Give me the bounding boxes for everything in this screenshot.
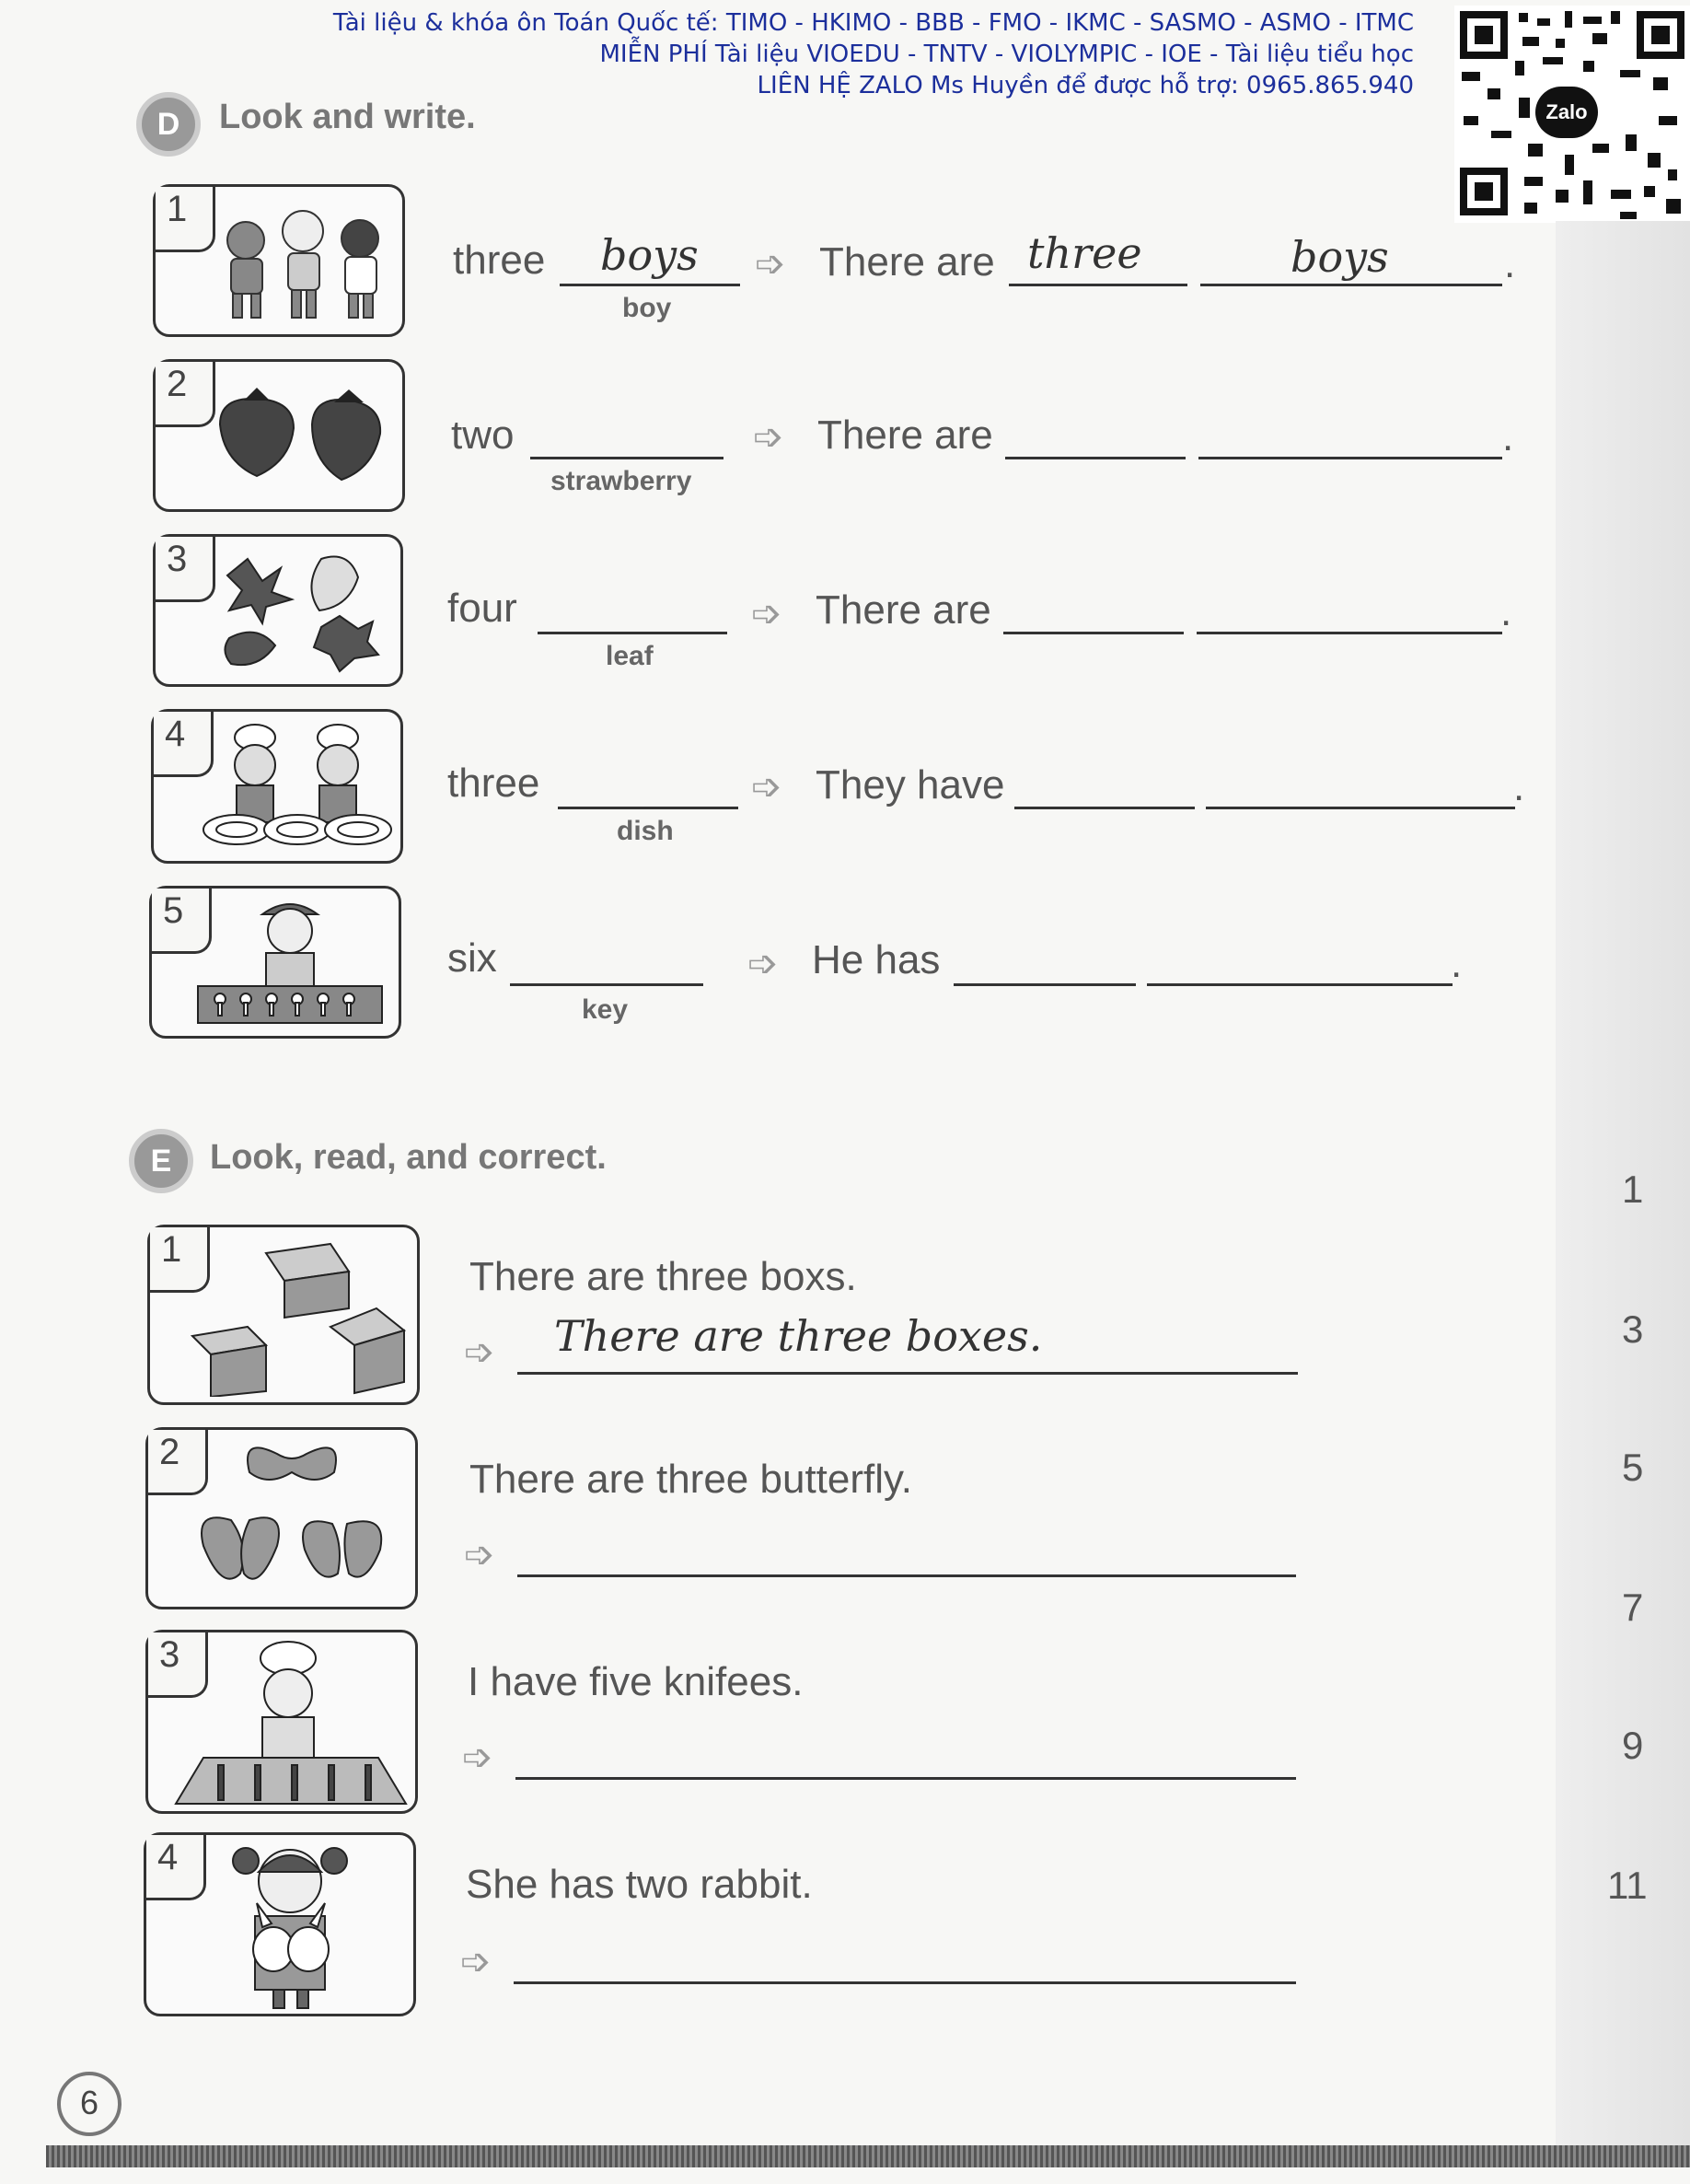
item-number: 5 [163,890,184,931]
boy-keys-picture [189,894,393,1032]
arrow-icon: ➩ [755,244,786,285]
side-number: 3 [1622,1307,1644,1351]
quantity-word: three [447,761,540,806]
handwritten-answer: boys [600,230,699,280]
sentence-start: He has [812,937,941,982]
answer-line[interactable] [1200,284,1502,286]
page-number: 6 [57,2072,122,2136]
zalo-logo: Zalo [1535,87,1598,138]
answer-line[interactable] [560,284,740,286]
item-number: 4 [165,714,186,754]
incorrect-sentence: There are three boxs. [469,1254,857,1299]
item-number: 4 [157,1837,179,1877]
correction-line[interactable] [514,1981,1296,1984]
quantity-word: three [453,238,546,283]
section-d-title: Look and write. [219,98,476,136]
hint-word: leaf [606,641,654,671]
item-number: 1 [161,1229,182,1270]
item-number: 3 [167,539,188,579]
picture-card-boys [153,184,405,337]
answer-line[interactable] [1003,632,1184,634]
item-number: 2 [167,364,188,404]
handwritten-correction: There are three boxes. [554,1311,1043,1361]
period: . [1504,241,1516,286]
arrow-icon: ➩ [747,944,779,984]
promo-line-2: MIỄN PHÍ Tài liệu VIOEDU - TNTV - VIOLYMPIC - IOE - Tài liệu tiểu học [599,41,1414,68]
sentence-start: They have [816,762,1005,807]
chefs-dishes-picture [200,717,395,855]
side-number: 9 [1622,1724,1644,1767]
promo-line-3: LIÊN HỆ ZALO Ms Huyền để được hỗ trợ: 0965.865.940 [757,72,1414,99]
arrow-icon: ➩ [751,594,782,634]
side-number: 1 [1622,1168,1644,1211]
correction-line[interactable] [515,1777,1296,1780]
item-number: 3 [159,1634,180,1675]
answer-line[interactable] [1009,284,1187,286]
side-number: 5 [1622,1446,1644,1489]
quantity-word: two [451,412,515,458]
promo-header [333,7,1414,101]
promo-line-1: Tài liệu & khóa ôn Toán Quốc tế: TIMO - HKIMO - BBB - FMO - IKMC - SASMO - ASMO - ITMC [332,9,1414,37]
picture-card-knives [145,1630,418,1814]
arrow-icon: ➩ [464,1535,495,1575]
answer-line[interactable] [1014,807,1195,809]
picture-card-rabbits [144,1832,416,2016]
item-number: 1 [167,189,188,229]
side-number: 7 [1622,1586,1644,1629]
girl-rabbits-picture [189,1839,400,2010]
page-bottom-edge [46,2145,1690,2167]
picture-card-dishes [151,709,403,864]
answer-line[interactable] [1197,632,1502,634]
leaf-picture [211,550,395,675]
hint-word: dish [617,816,674,846]
incorrect-sentence: I have five knifees. [468,1659,804,1704]
boys-picture [211,203,395,323]
strawberry-picture [211,388,395,498]
arrow-icon: ➩ [462,1737,493,1778]
picture-card-keys [149,886,401,1039]
picture-card-boxes [147,1225,420,1405]
sentence-start: There are [817,412,993,458]
arrow-icon: ➩ [751,767,782,807]
chef-knives-picture [167,1638,410,1807]
incorrect-sentence: She has two rabbit. [466,1862,813,1907]
answer-line[interactable] [954,983,1136,986]
arrow-icon: ➩ [464,1332,495,1373]
arrow-icon: ➩ [753,417,784,458]
quantity-word: four [447,586,517,631]
correction-line[interactable] [517,1574,1296,1577]
answer-line[interactable] [1005,457,1186,459]
incorrect-sentence: There are three butterfly. [469,1457,912,1502]
section-e-title: Look, read, and correct. [210,1138,607,1177]
boxes-picture [174,1235,410,1397]
period: . [1500,589,1512,634]
sentence-start: There are [819,239,995,285]
butterfly-picture [176,1435,408,1603]
answer-line[interactable] [510,983,703,986]
handwritten-answer: three [1027,228,1142,278]
period: . [1513,764,1525,809]
side-number: 11 [1607,1864,1648,1907]
hint-word: key [582,994,629,1025]
picture-card-butterflies [145,1427,418,1609]
sentence-start: There are [816,587,991,633]
section-d-badge: D [136,92,201,157]
answer-line[interactable] [1198,457,1502,459]
arrow-icon: ➩ [460,1942,492,1982]
answer-line[interactable] [530,457,723,459]
period: . [1451,941,1463,986]
quantity-word: six [447,935,497,981]
correction-line[interactable] [517,1372,1298,1375]
answer-line[interactable] [538,632,727,634]
handwritten-answer: boys [1291,232,1389,282]
answer-line[interactable] [1206,807,1515,809]
picture-card-strawberries [153,359,405,512]
answer-line[interactable] [558,807,738,809]
hint-word: boy [622,293,672,323]
item-number: 2 [159,1432,180,1472]
picture-card-leaves [153,534,403,687]
answer-line[interactable] [1147,983,1453,986]
section-e-badge: E [129,1129,193,1193]
hint-word: strawberry [550,466,692,496]
period: . [1502,414,1514,459]
